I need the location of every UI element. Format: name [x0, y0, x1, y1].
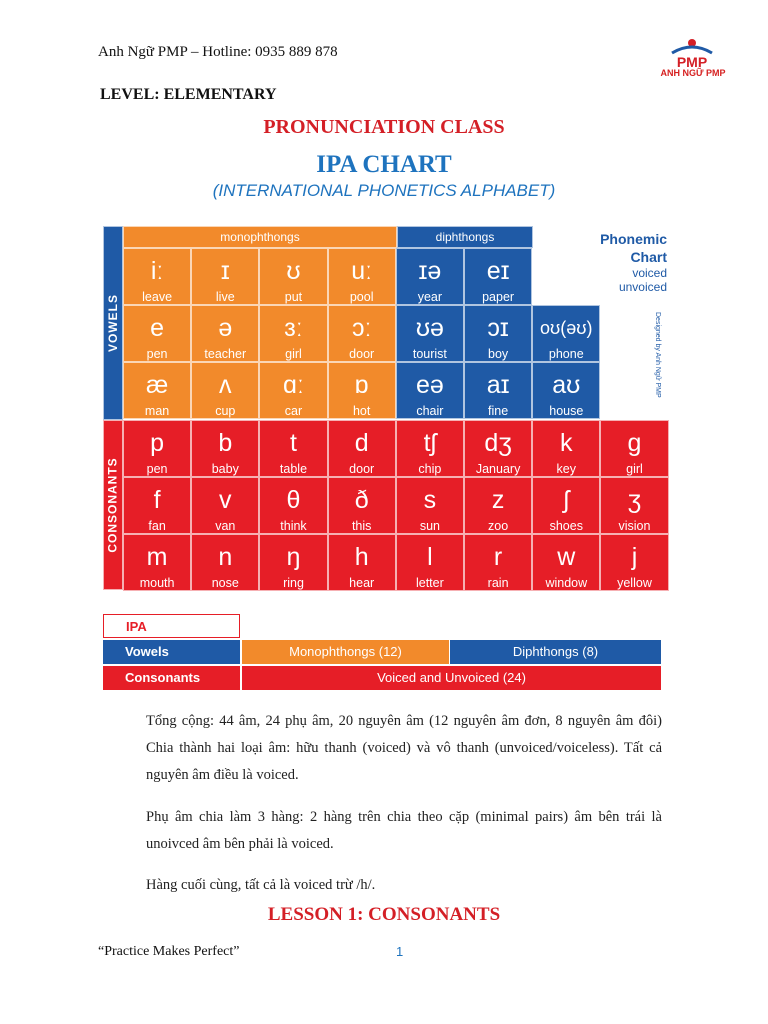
- example-word: car: [284, 404, 303, 418]
- consonant-cell: [328, 420, 396, 477]
- ipa-symbol: e: [150, 314, 165, 342]
- example-word: teacher: [204, 347, 247, 361]
- paragraph-last-row: Hàng cuối cùng, tất cả là voiced trừ /h/.: [146, 877, 376, 893]
- diphthong-cell: [396, 362, 464, 419]
- example-word: put: [284, 290, 303, 304]
- page-number: 1: [396, 944, 404, 959]
- consonant-cell: [600, 477, 668, 534]
- consonant-cell: [464, 420, 532, 477]
- example-word: think: [280, 519, 307, 533]
- vowels-side-label: VOWELS: [103, 226, 123, 420]
- monophthong-cell: [259, 362, 327, 419]
- consonant-cell: [191, 477, 259, 534]
- example-word: hot: [352, 404, 371, 418]
- monophthong-cell: [123, 305, 191, 362]
- example-word: mouth: [139, 576, 175, 590]
- ipa-symbol: w: [557, 543, 576, 571]
- example-word: live: [215, 290, 235, 304]
- class-title: PRONUNCIATION CLASS: [263, 116, 505, 138]
- example-word: window: [545, 576, 588, 590]
- ipa-symbol: n: [218, 543, 233, 571]
- example-word: door: [349, 462, 375, 476]
- ipa-symbol: t: [290, 429, 297, 457]
- chart-legend: [543, 230, 667, 294]
- ipa-symbol: æ: [145, 371, 169, 399]
- ipa-symbol: v: [219, 486, 232, 514]
- consonant-cell: [396, 477, 464, 534]
- example-word: man: [144, 404, 170, 418]
- ipa-symbol: θ: [286, 486, 301, 514]
- example-word: fine: [488, 404, 509, 418]
- example-word: pool: [349, 290, 374, 304]
- example-word: shoes: [549, 519, 583, 533]
- consonant-cell: [123, 477, 191, 534]
- example-word: chair: [416, 404, 444, 418]
- example-word: vision: [618, 519, 651, 533]
- ipa-symbol: ɜː: [284, 314, 303, 342]
- example-word: zoo: [488, 519, 509, 533]
- example-word: table: [279, 462, 308, 476]
- ipa-symbol: ɪ: [220, 257, 230, 285]
- summary-vowels-label: Vowels: [103, 640, 240, 664]
- legend-unvoiced: unvoiced: [618, 280, 667, 294]
- ipa-symbol: ɔː: [351, 314, 372, 342]
- diphthong-cell: [532, 305, 600, 362]
- summary-voiced-unvoiced: Voiced and Unvoiced (24): [242, 666, 661, 690]
- diphthong-cell: [464, 305, 532, 362]
- designed-by-note: Designed by Anh Ngữ PMP: [654, 312, 661, 398]
- consonant-cell: [464, 534, 532, 591]
- example-word: house: [549, 404, 584, 418]
- ipa-symbol: ɔɪ: [487, 314, 509, 342]
- ipa-symbol: ʃ: [563, 486, 570, 514]
- ipa-symbol: l: [427, 543, 433, 571]
- monophthong-cell: [123, 248, 191, 305]
- consonant-cell: [532, 534, 600, 591]
- ipa-symbol: ɑː: [283, 371, 304, 399]
- consonant-cell: [328, 477, 396, 534]
- ipa-symbol: ɒ: [354, 371, 369, 399]
- ipa-symbol: dʒ: [484, 429, 512, 457]
- summary-monophthongs: Monophthongs (12): [242, 640, 449, 664]
- logo-text: ANH NGỮ PMP: [660, 68, 726, 78]
- ipa-symbol: eə: [415, 371, 444, 399]
- paragraph-summary: Tổng cộng: 44 âm, 24 phụ âm, 20 nguyên âm (12 nguyên âm đơn, 8 nguyên âm đôi) Chia thành hai loại âm: hữu thanh (voiced) và vô thanh (unvoiced/voiceless). Tất cả nguyên âm điều là voiced.: [146, 713, 662, 783]
- ipa-symbol: b: [218, 429, 233, 457]
- consonant-cell: [600, 420, 668, 477]
- consonant-cell: [532, 477, 600, 534]
- example-word: chip: [418, 462, 442, 476]
- legend-voiced: voiced: [632, 266, 667, 280]
- ipa-symbol: ð: [354, 486, 369, 514]
- example-word: boy: [488, 347, 509, 361]
- monophthong-cell: [328, 362, 396, 419]
- ipa-symbol: r: [493, 543, 503, 571]
- chart-subtitle: (INTERNATIONAL PHONETICS ALPHABET): [212, 181, 556, 200]
- example-word: baby: [211, 462, 239, 476]
- example-word: pen: [146, 347, 168, 361]
- ipa-symbol: uː: [351, 257, 373, 285]
- monophthong-cell: [259, 305, 327, 362]
- example-word: rain: [487, 576, 509, 590]
- ipa-symbol: eɪ: [486, 257, 510, 285]
- summary-diphthongs: Diphthongs (8): [450, 640, 661, 664]
- example-word: January: [475, 462, 521, 476]
- example-word: key: [556, 462, 576, 476]
- level-heading: LEVEL: ELEMENTARY: [100, 86, 277, 103]
- monophthong-cell: [191, 305, 259, 362]
- diphthong-cell: [464, 248, 532, 305]
- footer-motto: “Practice Makes Perfect”: [98, 944, 240, 959]
- example-word: girl: [626, 462, 643, 476]
- monophthong-cell: [123, 362, 191, 419]
- paragraph-consonant-rows: Phụ âm chia làm 3 hàng: 2 hàng trên chia theo cặp (minimal pairs) âm bên trái là unoivced âm bên phải là voiced.: [146, 809, 662, 852]
- ipa-symbol: ɪə: [418, 257, 442, 285]
- consonant-cell: [396, 534, 464, 591]
- ipa-symbol: j: [631, 543, 638, 571]
- logo-mark: PMP: [676, 54, 708, 70]
- example-word: leave: [142, 290, 173, 304]
- example-word: ring: [283, 576, 304, 590]
- diphthong-cell: [396, 248, 464, 305]
- ipa-symbol: oʊ(əʊ): [540, 318, 593, 338]
- header-contact: Anh Ngữ PMP – Hotline: 0935 889 878: [98, 44, 338, 60]
- consonant-cell: [191, 420, 259, 477]
- monophthong-cell: [191, 362, 259, 419]
- example-word: sun: [419, 519, 440, 533]
- consonant-cell: [259, 420, 327, 477]
- ipa-symbol: ʌ: [219, 371, 232, 399]
- ipa-symbol: z: [491, 486, 505, 514]
- ipa-symbol: ə: [218, 314, 233, 342]
- chart-title: IPA CHART: [316, 151, 452, 178]
- ipa-symbol: ŋ: [286, 543, 301, 571]
- ipa-symbol: d: [354, 429, 369, 457]
- ipa-symbol: k: [560, 429, 573, 457]
- ipa-symbol: p: [150, 429, 165, 457]
- ipa-symbol: ʊə: [415, 314, 444, 342]
- example-word: fan: [148, 519, 166, 533]
- example-word: tourist: [412, 347, 447, 361]
- lesson-heading: LESSON 1: CONSONANTS: [267, 904, 501, 925]
- ipa-symbol: tʃ: [423, 429, 437, 457]
- consonant-cell: [191, 534, 259, 591]
- monophthong-cell: [191, 248, 259, 305]
- consonant-cell: [123, 534, 191, 591]
- monophthong-cell: [328, 305, 396, 362]
- consonant-cell: [464, 477, 532, 534]
- ipa-symbol: s: [423, 486, 437, 514]
- consonant-cell: [259, 534, 327, 591]
- ipa-symbol: aɪ: [486, 371, 510, 399]
- monophthong-cell: [328, 248, 396, 305]
- example-word: phone: [548, 347, 584, 361]
- ipa-symbol: iː: [150, 257, 164, 285]
- diphthong-cell: [532, 362, 600, 419]
- example-word: pen: [146, 462, 168, 476]
- example-word: door: [349, 347, 375, 361]
- diphthong-cell: [396, 305, 464, 362]
- diphthong-cell: [464, 362, 532, 419]
- consonant-cell: [532, 420, 600, 477]
- ipa-symbol: m: [146, 543, 168, 571]
- consonant-cell: [123, 420, 191, 477]
- consonant-cell: [259, 477, 327, 534]
- ipa-symbol: ʒ: [627, 486, 642, 514]
- summary-ipa-label: IPA: [103, 614, 240, 638]
- ipa-symbol: g: [627, 429, 642, 457]
- monophthong-cell: [259, 248, 327, 305]
- consonant-cell: [600, 534, 668, 591]
- ipa-chart: [103, 226, 669, 590]
- example-word: nose: [211, 576, 239, 590]
- example-word: yellow: [617, 576, 652, 590]
- monophthongs-header: monophthongs: [123, 226, 397, 248]
- example-word: girl: [285, 347, 302, 361]
- example-word: cup: [215, 404, 236, 418]
- example-word: year: [417, 290, 443, 304]
- consonant-cell: [328, 534, 396, 591]
- ipa-symbol: aʊ: [552, 371, 581, 399]
- example-word: letter: [415, 576, 444, 590]
- ipa-symbol: h: [354, 543, 369, 571]
- summary-consonants-label: Consonants: [103, 666, 240, 690]
- ipa-symbol: f: [153, 486, 161, 514]
- example-word: this: [351, 519, 372, 533]
- example-word: paper: [482, 290, 515, 304]
- legend-title: Phonemic Chart: [600, 231, 667, 265]
- ipa-symbol: ʊ: [286, 257, 301, 285]
- example-word: van: [215, 519, 236, 533]
- diphthongs-header: diphthongs: [397, 226, 533, 248]
- example-word: hear: [349, 576, 375, 590]
- consonants-side-label: CONSONANTS: [103, 420, 123, 590]
- consonant-cell: [396, 420, 464, 477]
